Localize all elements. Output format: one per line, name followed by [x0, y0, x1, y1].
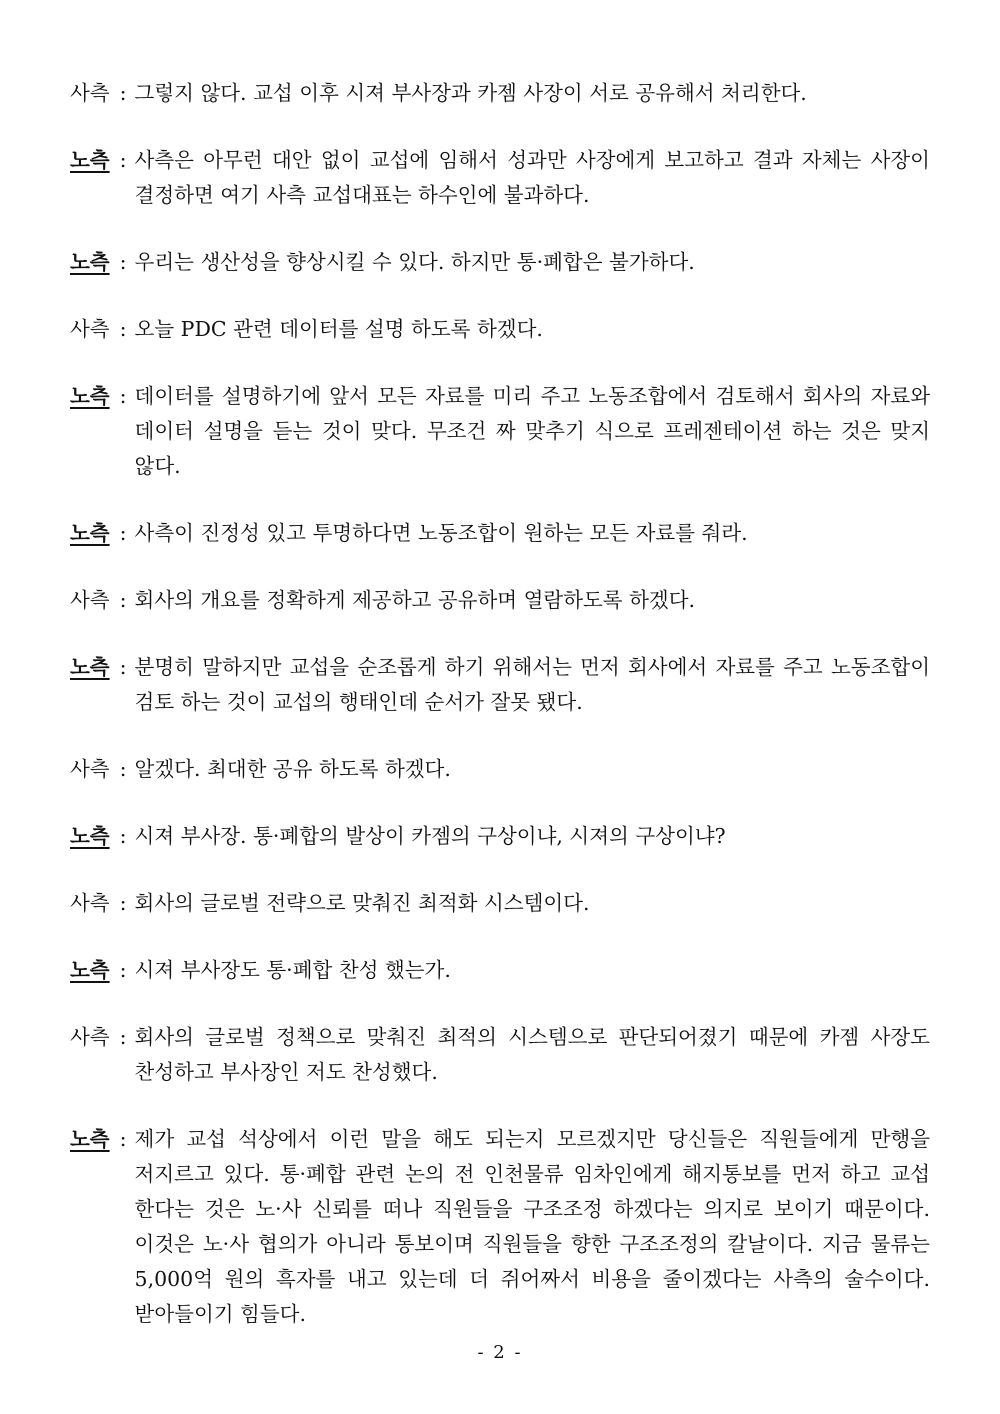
speaker-colon: : [119, 317, 127, 341]
statement-text: 우리는 생산성을 향상시킬 수 있다. 하지만 통·폐합은 불가하다. [134, 250, 695, 274]
speaker-colon: : [119, 655, 127, 679]
statement-text: 시져 부사장도 통·폐합 찬성 했는가. [134, 958, 451, 982]
speaker-label [70, 245, 135, 280]
transcript-entry [70, 819, 930, 854]
speaker-colon: : [119, 521, 127, 545]
speaker-name: 사측 [70, 81, 110, 105]
speaker-label [70, 886, 135, 921]
speaker-label [70, 819, 135, 854]
speaker-colon: : [119, 588, 127, 612]
speaker-colon: : [119, 81, 127, 105]
speaker-name: 노측 [70, 250, 110, 274]
speaker-label [70, 1020, 135, 1055]
speaker-name: 노측 [70, 1127, 110, 1151]
speaker-name: 사측 [70, 317, 110, 341]
speaker-name: 사측 [70, 757, 110, 781]
speaker-name: 사측 [70, 891, 110, 915]
speaker-name: 노측 [70, 655, 110, 679]
speaker-label [70, 379, 135, 414]
speaker-label [70, 953, 135, 988]
speaker-colon: : [119, 384, 127, 408]
speaker-name: 노측 [70, 148, 110, 172]
speaker-name: 노측 [70, 824, 110, 848]
speaker-colon: : [119, 148, 127, 172]
speaker-colon: : [119, 824, 127, 848]
statement-text: 회사의 글로벌 정책으로 맞춰진 최적의 시스템으로 판단되어졌기 때문에 카젬 사장도 찬성하고 부사장인 저도 찬성했다. [134, 1025, 930, 1084]
transcript-entry [70, 1020, 930, 1090]
transcript [70, 76, 930, 1364]
statement-text: 회사의 개요를 정확하게 제공하고 공유하며 열람하도록 하겠다. [134, 588, 696, 612]
transcript-entry [70, 953, 930, 988]
speaker-colon: : [119, 1025, 127, 1049]
speaker-name: 노측 [70, 958, 110, 982]
speaker-label [70, 583, 135, 618]
transcript-entry [70, 886, 930, 921]
statement-text: 오늘 PDC 관련 데이터를 설명 하도록 하겠다. [134, 317, 543, 341]
statement-text: 시져 부사장. 통·폐합의 발상이 카젬의 구상이냐, 시져의 구상이냐? [134, 824, 726, 848]
transcript-entry [70, 583, 930, 618]
speaker-label [70, 516, 135, 551]
page-number: - 2 - [477, 1342, 523, 1363]
speaker-colon: : [119, 250, 127, 274]
transcript-entry [70, 650, 930, 720]
speaker-colon: : [119, 958, 127, 982]
transcript-entry [70, 312, 930, 347]
transcript-entry [70, 379, 930, 484]
transcript-entry [70, 245, 930, 280]
transcript-entry [70, 752, 930, 787]
statement-text: 회사의 글로벌 전략으로 맞춰진 최적화 시스템이다. [134, 891, 590, 915]
speaker-label [70, 76, 135, 111]
speaker-colon: : [119, 1127, 127, 1151]
statement-text: 사측은 아무런 대안 없이 교섭에 임해서 성과만 사장에게 보고하고 결과 자체는 사장이 결정하면 여기 사측 교섭대표는 하수인에 불과하다. [134, 148, 930, 207]
speaker-name: 노측 [70, 384, 110, 408]
speaker-colon: : [119, 757, 127, 781]
speaker-label [70, 1122, 135, 1157]
transcript-entry [70, 76, 930, 111]
speaker-label [70, 312, 135, 347]
speaker-name: 사측 [70, 588, 110, 612]
statement-text: 데이터를 설명하기에 앞서 모든 자료를 미리 주고 노동조합에서 검토해서 회사의 자료와 데이터 설명을 듣는 것이 맞다. 무조건 짜 맞추기 식으로 프레젠테이션 하는 것은 맞지 않다. [134, 384, 930, 478]
statement-text: 분명히 말하지만 교섭을 순조롭게 하기 위해서는 먼저 회사에서 자료를 주고 노동조합이 검토 하는 것이 교섭의 행태인데 순서가 잘못 됐다. [134, 655, 930, 714]
speaker-name: 노측 [70, 521, 110, 545]
statement-text: 제가 교섭 석상에서 이런 말을 해도 되는지 모르겠지만 당신들은 직원들에게 만행을 저지르고 있다. 통·폐합 관련 논의 전 인천물류 임차인에게 해지통보를 먼저 하고 교섭 한다는 것은 노·사 신뢰를 떠나 직원들을 구조조정 하겠다는 의지로 보이기 때문이다. 이것은 노·사 협의가 아니라 통보이며 직원들을 향한 구조조정의 칼날이다. 지금 물류는 5,000억 원의 흑자를 내고 있는데 더 쥐어짜서 비용을 줄이겠다는 사측의 술수이다. 받아들이기 힘들다. [134, 1127, 930, 1326]
speaker-name: 사측 [70, 1025, 110, 1049]
transcript-entry [70, 1122, 930, 1332]
speaker-colon: : [119, 891, 127, 915]
statement-text: 알겠다. 최대한 공유 하도록 하겠다. [134, 757, 451, 781]
speaker-label [70, 143, 135, 178]
speaker-label [70, 752, 135, 787]
transcript-entry [70, 143, 930, 213]
speaker-label [70, 650, 135, 685]
statement-text: 그렇지 않다. 교섭 이후 시져 부사장과 카젬 사장이 서로 공유해서 처리한다. [134, 81, 807, 105]
transcript-entry [70, 516, 930, 551]
statement-text: 사측이 진정성 있고 투명하다면 노동조합이 원하는 모든 자료를 줘라. [134, 521, 748, 545]
